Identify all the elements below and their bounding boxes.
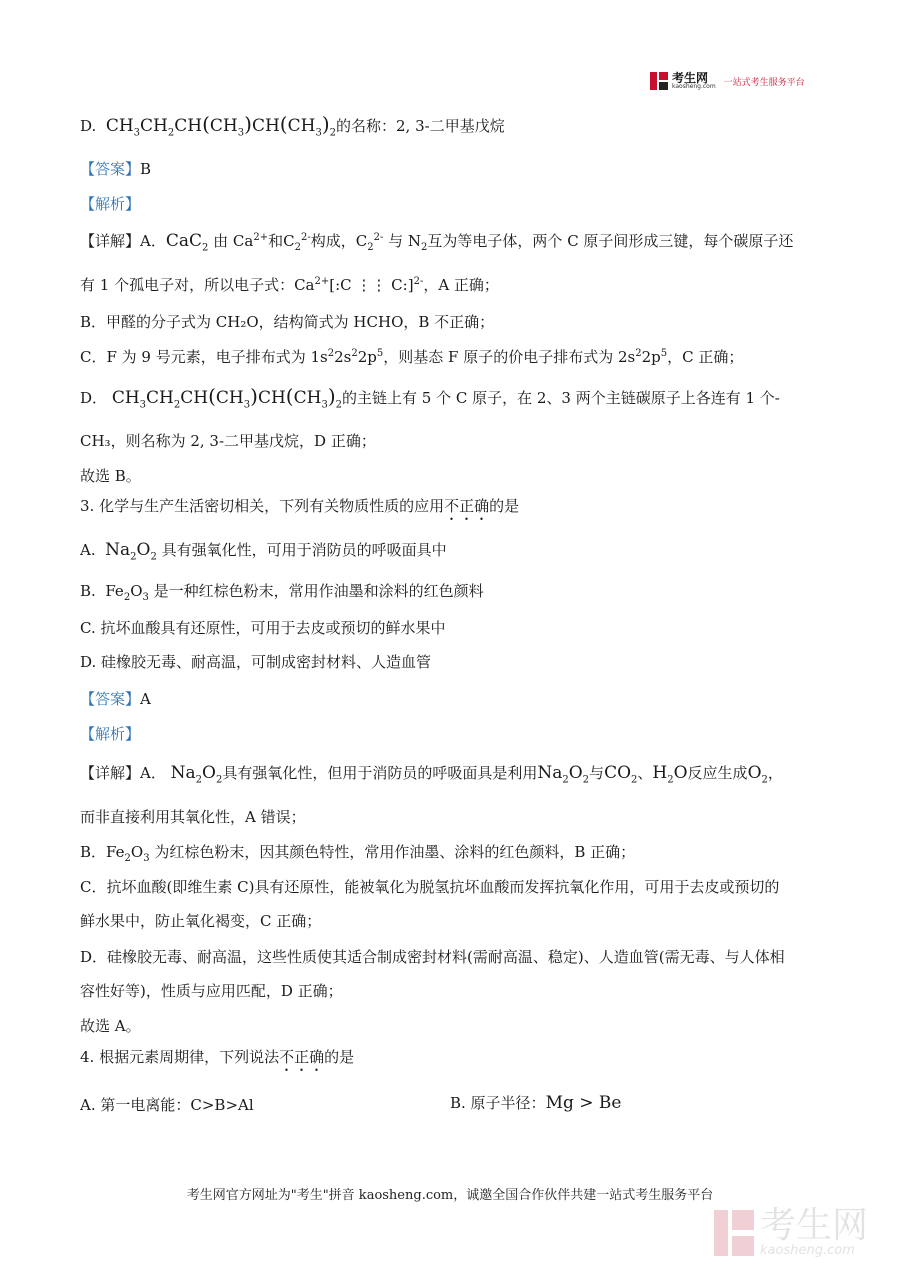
watermark-mark-icon [714,1210,754,1256]
d2-c-line2: 鲜水果中，防止氧化褐变，C 正确； [80,912,322,930]
watermark-url: kaosheng.com [760,1243,855,1258]
d2-b: B．$Fe_2O_3$ 为红棕色粉末，因其颜色特性，常用作油墨、涂料的红色颜料，B 正确； [80,843,636,864]
detail-d-line1: D． $CH_3CH_2CH(CH_3)CH(CH_3)_2$的主链上有 5 个 C 原子，在 2、3 两个主链碳原子上各连有 1 个- [80,384,780,411]
answer-line-2: 【答案】A [80,690,151,708]
detail-a-line1: 【详解】A．CaC$_2$ 由 $Ca^{2+}$和$C_2^{2-}$构成，$C_2^{2-}$ 与 $N_2$互为等电子体，两个 C 原子间形成三键，每个碳原子还 [80,231,794,254]
watermark-logo [714,1205,869,1258]
question-3: 3. 化学与生产生活密切相关，下列有关物质性质的应用不正确的是 [80,497,520,515]
answer-line-1: 【答案】B [80,160,152,178]
d2-a-line2: 而非直接利用其氧化性，A 错误； [80,808,306,826]
d2-d-line1: D．硅橡胶无毒、耐高温，这些性质使其适合制成密封材料(需耐高温、稳定)、人造血管(需无毒、与人体相 [80,948,785,966]
detail-c: C．F 为 9 号元素，电子排布式为 $1s^22s^22p^5$，则基态 F 原子的价电子排布式为 $2s^22p^5$，C 正确； [80,348,744,366]
analysis-label-2: 【解析】 [80,725,141,743]
d2-a-line1: 【详解】A． $Na_2O_2$具有强氧化性，但用于消防员的呼吸面具是利用$Na_2O_2$与$CO_2$、$H_2O$反应生成$O_2$， [80,763,783,786]
formula: $CH_3CH_2CH(CH_3)CH(CH_3)_2$ [105,112,336,139]
choose-1: 故选 B。 [80,467,141,485]
analysis-label-1: 【解析】 [80,195,141,213]
question-4: 4. 根据元素周期律，下列说法不正确的是 [80,1048,355,1066]
watermark-name: 考生网 [760,1205,869,1246]
footer-text: 考生网官方网址为"考生"拼音 kaosheng.com，诚邀全国合作伙伴共建一站式考生服务平台 [186,1188,714,1203]
detail-b: B．甲醛的分子式为 CH₂O，结构简式为 HCHO，B 不正确； [80,313,495,331]
logo-name: 考生网 [672,71,709,85]
q3-option-b: B. $Fe_2O_3$ 是一种红棕色粉末，常用作油墨和涂料的红色颜料 [80,582,484,603]
detail-a-line2: 有 1 个孤电子对，所以电子式：$Ca^{2+}[:C$ ⋮⋮ C:]$^{2-}$，A 正确； [80,276,499,294]
detail-d-line2: CH₃，则名称为 2, 3-二甲基戊烷，D 正确； [80,432,376,450]
q4-option-b: B. 原子半径：Mg > Be [450,1093,622,1113]
logo-slogan: 一站式考生服务平台 [723,77,805,88]
q3-option-d: D. 硅橡胶无毒、耐高温，可制成密封材料、人造血管 [80,653,432,671]
d2-d-line2: 容性好等)，性质与应用匹配，D 正确； [80,982,343,1000]
q3-option-c: C. 抗坏血酸具有还原性，可用于去皮或预切的鲜水果中 [80,619,446,637]
q3-option-a: A. $Na_2O_2$ 具有强氧化性，可用于消防员的呼吸面具中 [80,540,447,563]
q4-option-a: A. 第一电离能：C>B>Al [80,1096,254,1114]
header-logo [650,72,805,90]
d2-c-line1: C．抗坏血酸(即维生素 C)具有还原性，能被氧化为脱氢抗坏血酸而发挥抗氧化作用，可用于去皮或预切的 [80,878,780,896]
logo-url: kaosheng.com [672,83,716,90]
logo-mark-icon [650,72,668,90]
choose-2: 故选 A。 [80,1017,141,1035]
q2-option-d: D. $CH_3CH_2CH(CH_3)CH(CH_3)_2$的名称：2, 3-二甲基戊烷 [80,112,505,139]
